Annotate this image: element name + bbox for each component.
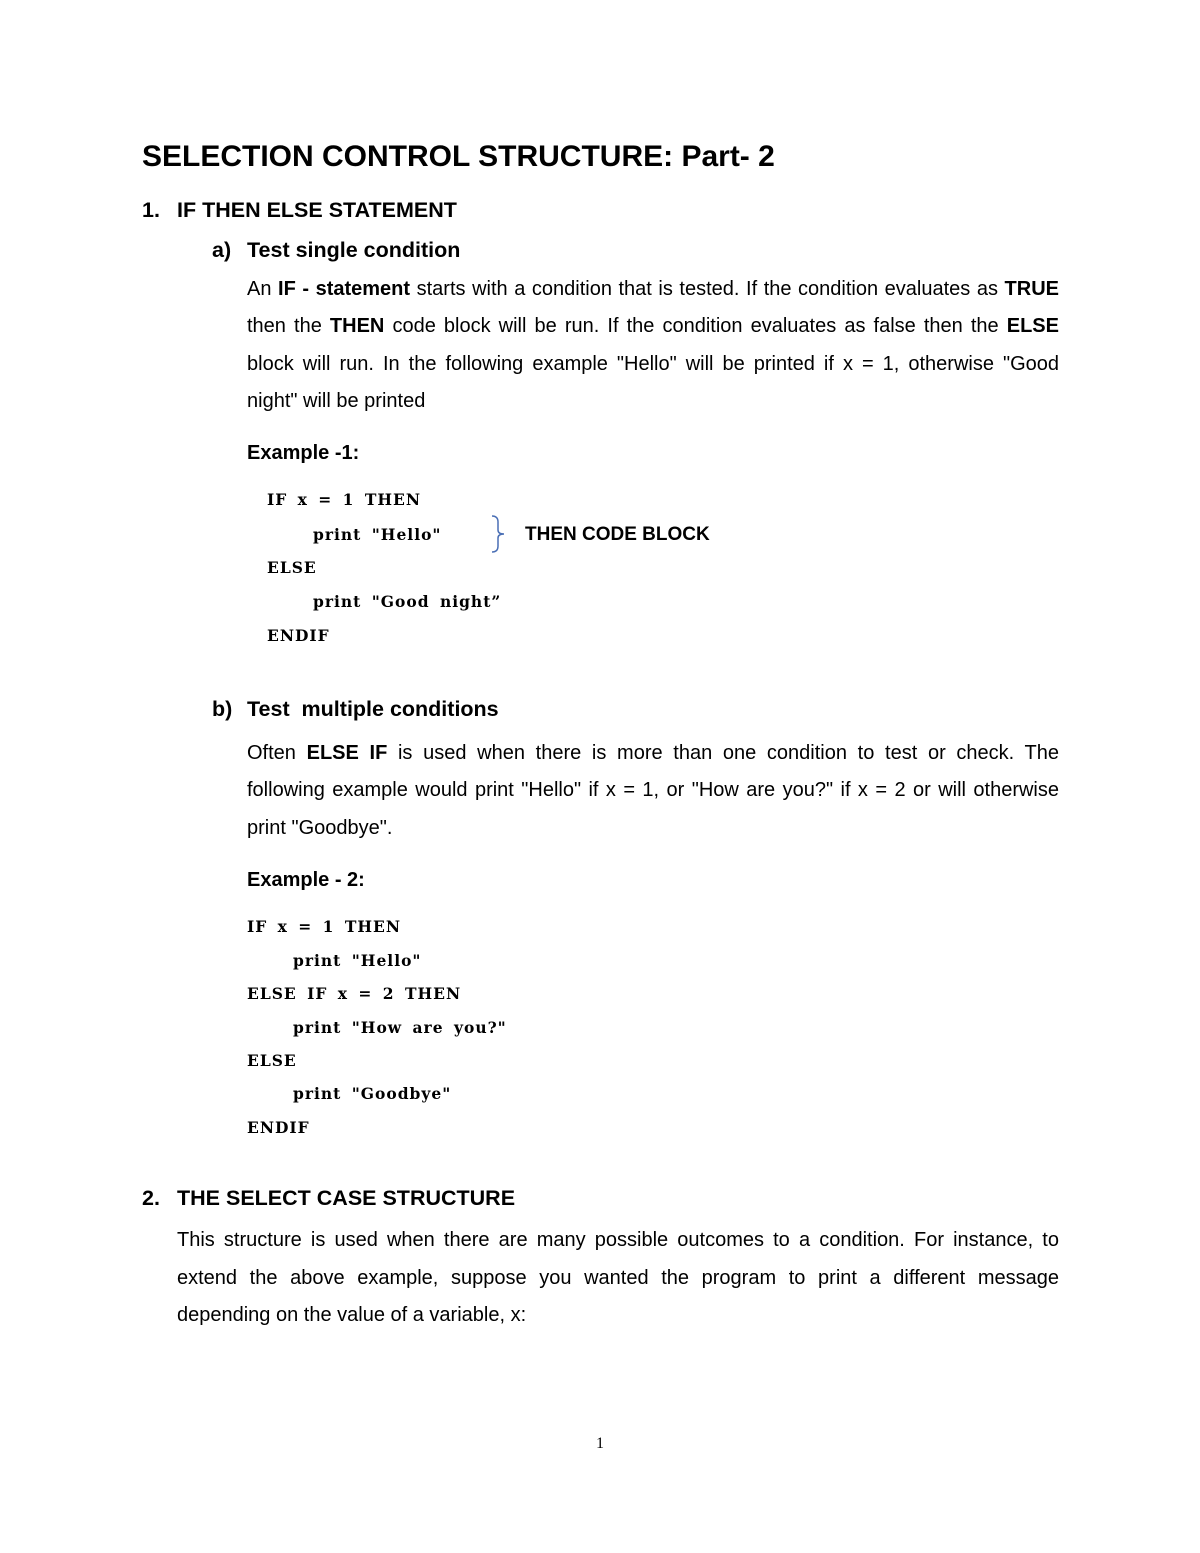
code-line: IF x = 1 THEN — [247, 917, 402, 936]
para-text: is used when there is more than one condition to test or check. The following example would print "Hello" if x = 1, or "How are you?" if x = 2 or will otherwise print "Goodbye". — [247, 742, 1059, 839]
code-line: print "How are you?" — [293, 1018, 507, 1037]
subsection-a-heading: Test single condition — [247, 238, 461, 262]
para-bold-true: TRUE — [1004, 278, 1059, 300]
code-line: print "Good night” — [313, 592, 502, 611]
section-2-heading: THE SELECT CASE STRUCTURE — [177, 1186, 516, 1210]
code-line: ELSE IF x = 2 THEN — [247, 984, 462, 1003]
code-line: print "Hello" — [293, 951, 422, 970]
code-line: ENDIF — [247, 1118, 310, 1137]
para-text: Often — [247, 742, 307, 764]
para-bold-then: THEN — [329, 315, 385, 338]
page-number: 1 — [596, 1435, 604, 1452]
para-text: code block will be run. If the condition evaluates as false then the — [384, 315, 1007, 338]
section-2-text: This structure is used when there are many possible outcomes to a condition. For instance, to extend the above example, suppose you wanted the program to print a different message depending on the value of a variable, x: — [177, 1229, 1059, 1327]
then-code-block-annotation: THEN CODE BLOCK — [525, 524, 710, 545]
para-bold-if-statement: IF - statement — [278, 278, 411, 300]
para-bold-else: ELSE — [1006, 315, 1059, 338]
section-1-heading: IF THEN ELSE STATEMENT — [177, 198, 457, 222]
section-1-number: 1. — [142, 198, 160, 222]
code-line: ELSE — [247, 1051, 297, 1070]
code-line: print "Goodbye" — [293, 1084, 452, 1103]
section-2-number: 2. — [142, 1186, 160, 1210]
page-title: SELECTION CONTROL STRUCTURE: Part- 2 — [142, 140, 775, 173]
subsection-b-paragraph — [247, 735, 1059, 847]
curly-bracket-icon — [488, 514, 510, 554]
para-text: An — [247, 278, 279, 300]
para-bold-else-if: ELSE IF — [306, 742, 388, 764]
para-text: block will run. In the following example "Hello" will be printed if x = 1, otherwise "Good night" will be printed — [247, 352, 1059, 412]
para-text: then the — [247, 315, 330, 338]
para-text: starts with a condition that is tested. If the condition evaluates as — [410, 278, 1005, 300]
code-line: print "Hello" — [313, 525, 442, 544]
subsection-b-letter: b) — [212, 697, 233, 721]
subsection-a-paragraph — [247, 271, 1059, 420]
subsection-b-heading: Test multiple conditions — [247, 697, 499, 721]
example-2-label: Example - 2: — [247, 869, 365, 891]
example-1-label: Example -1: — [247, 442, 360, 464]
code-line: IF x = 1 THEN — [267, 490, 422, 509]
subsection-a-letter: a) — [212, 238, 232, 262]
code-line: ENDIF — [267, 626, 330, 645]
code-line: ELSE — [267, 558, 317, 577]
section-2-paragraph — [177, 1222, 1059, 1335]
